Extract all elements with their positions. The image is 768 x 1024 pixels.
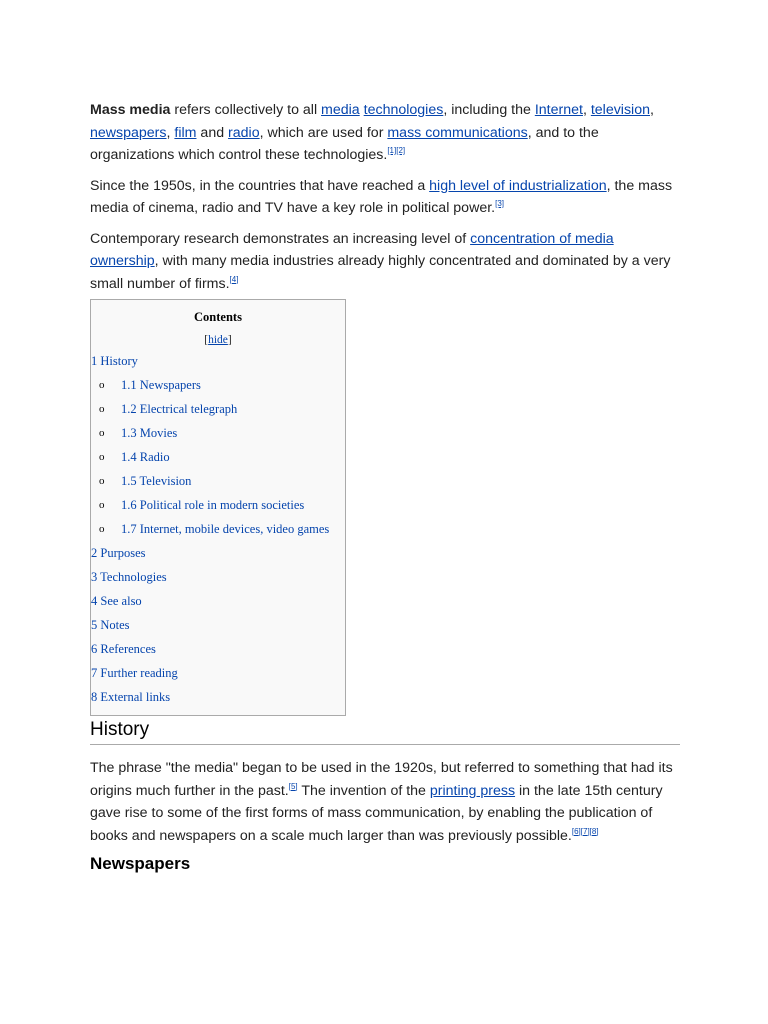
text: Since the 1950s, in the countries that have reached a — [90, 177, 430, 194]
link-internet[interactable]: Internet — [534, 102, 583, 118]
citation-group — [230, 275, 239, 284]
toc-item-label: 1 History — [91, 354, 138, 368]
toc-item-label: 1.7 Internet, mobile devices, video games — [121, 522, 330, 536]
toc-item-political-role[interactable] — [91, 493, 345, 517]
toc-item-label: 2 Purposes — [91, 546, 146, 560]
bullet-icon: o — [99, 403, 105, 415]
toc-item-label: 3 Technologies — [91, 570, 167, 584]
toc-item-newspapers[interactable] — [91, 373, 345, 397]
citation-8[interactable]: [8] — [589, 826, 599, 836]
text: The phrase "the media" began to be used in the 1920s, but referred to something that had its origins much further in the past. — [90, 760, 673, 799]
link-newspapers[interactable]: newspapers — [90, 124, 167, 141]
link-concentration-media-ownership[interactable]: concentration of media ownership — [90, 230, 614, 269]
toc-item-movies[interactable] — [91, 421, 345, 445]
bullet-icon: o — [99, 451, 105, 463]
text: , with many media industries already highly concentrated and dominated by a very small number of firms. — [90, 253, 671, 292]
term-mass-media: Mass media — [90, 102, 171, 118]
intro-paragraph-1 — [90, 99, 680, 167]
citation-3[interactable]: [3] — [495, 199, 504, 208]
toc-item-label: 8 External links — [91, 690, 171, 704]
text: , — [166, 124, 175, 141]
toc-item-television[interactable] — [91, 469, 345, 493]
bullet-icon: o — [99, 475, 105, 487]
toc-item-label: 7 Further reading — [91, 666, 178, 680]
section-heading-history: History — [90, 716, 680, 745]
citation-group — [387, 146, 405, 155]
bullet-icon: o — [99, 499, 105, 511]
toc-item-references[interactable] — [91, 637, 345, 661]
toc-hide-link[interactable]: hide — [208, 334, 228, 346]
text: in the late 15th century gave rise to some of the first forms of mass communication, by enabling the publication of books and newspapers on a scale much larger than was previously possible. — [90, 782, 663, 844]
bullet-icon: o — [99, 379, 105, 391]
text: , the mass media of cinema, radio and TV have a key role in political power. — [90, 177, 673, 216]
bullet-icon: o — [99, 523, 105, 535]
citation-7[interactable]: [7] — [580, 826, 590, 836]
intro-paragraph-2 — [90, 175, 680, 220]
toc-item-internet-mobile-games[interactable] — [91, 517, 345, 541]
toc-item-electrical-telegraph[interactable] — [91, 397, 345, 421]
toc-title: Contents — [194, 310, 242, 324]
citation-4[interactable]: [4] — [229, 274, 239, 284]
link-media[interactable]: media — [321, 102, 360, 118]
link-technologies[interactable]: technologies — [363, 102, 444, 118]
citation-group — [495, 199, 504, 208]
citation-group — [289, 782, 298, 791]
text: Contemporary research demonstrates an increasing level of — [90, 230, 471, 247]
text: , and to the organizations which control these technologies. — [90, 124, 599, 163]
citation-group — [572, 827, 599, 836]
toc-item-notes[interactable] — [91, 613, 345, 637]
link-printing-press[interactable]: printing press — [429, 782, 516, 799]
toc-item-label: 1.2 Electrical telegraph — [121, 402, 238, 416]
toc-item-further-reading[interactable] — [91, 661, 345, 685]
toc-item-label: 6 References — [91, 642, 156, 656]
toc-item-label: 4 See also — [91, 594, 142, 608]
citation-5[interactable]: [5] — [288, 781, 298, 791]
link-film[interactable]: film — [174, 124, 197, 141]
history-paragraph — [90, 757, 680, 847]
toc-item-label: 1.1 Newspapers — [121, 378, 201, 392]
citation-1[interactable]: [1] — [387, 146, 397, 155]
toc-item-label: 1.6 Political role in modern societies — [121, 498, 305, 512]
toc-list — [91, 349, 345, 709]
toc-item-purposes[interactable] — [91, 541, 345, 565]
toc-item-label: 1.5 Television — [121, 474, 192, 488]
bracket: ] — [227, 334, 232, 346]
section-heading-newspapers: Newspapers — [90, 854, 191, 873]
bullet-icon: o — [99, 427, 105, 439]
toc-item-label: 5 Notes — [91, 618, 130, 632]
article-body — [90, 99, 680, 875]
toc-item-technologies[interactable] — [91, 565, 345, 589]
toc-item-external-links[interactable] — [91, 685, 345, 709]
text: , — [582, 102, 591, 118]
link-mass-communications[interactable]: mass communications — [387, 124, 528, 141]
intro-paragraph-3 — [90, 228, 680, 296]
toc-item-see-also[interactable] — [91, 589, 345, 613]
toc-item-radio[interactable] — [91, 445, 345, 469]
toc-item-label: 1.4 Radio — [121, 450, 170, 464]
text: refers collectively to all — [170, 102, 322, 118]
text: The invention of the — [297, 782, 430, 799]
link-television[interactable]: television — [590, 102, 650, 118]
toc-hide-toggle — [91, 331, 345, 349]
text: , which are used for — [259, 124, 388, 141]
citation-6[interactable]: [6] — [571, 826, 581, 836]
text: and — [196, 124, 229, 141]
table-of-contents — [90, 299, 346, 716]
link-industrialization[interactable]: high level of industrialization — [429, 177, 607, 194]
toc-item-history[interactable] — [91, 349, 345, 373]
bracket: [ — [204, 334, 209, 346]
text: , including the — [443, 102, 535, 118]
toc-item-label: 1.3 Movies — [121, 426, 178, 440]
citation-2[interactable]: [2] — [396, 146, 406, 155]
link-radio[interactable]: radio — [228, 124, 260, 141]
text: , — [650, 102, 654, 118]
